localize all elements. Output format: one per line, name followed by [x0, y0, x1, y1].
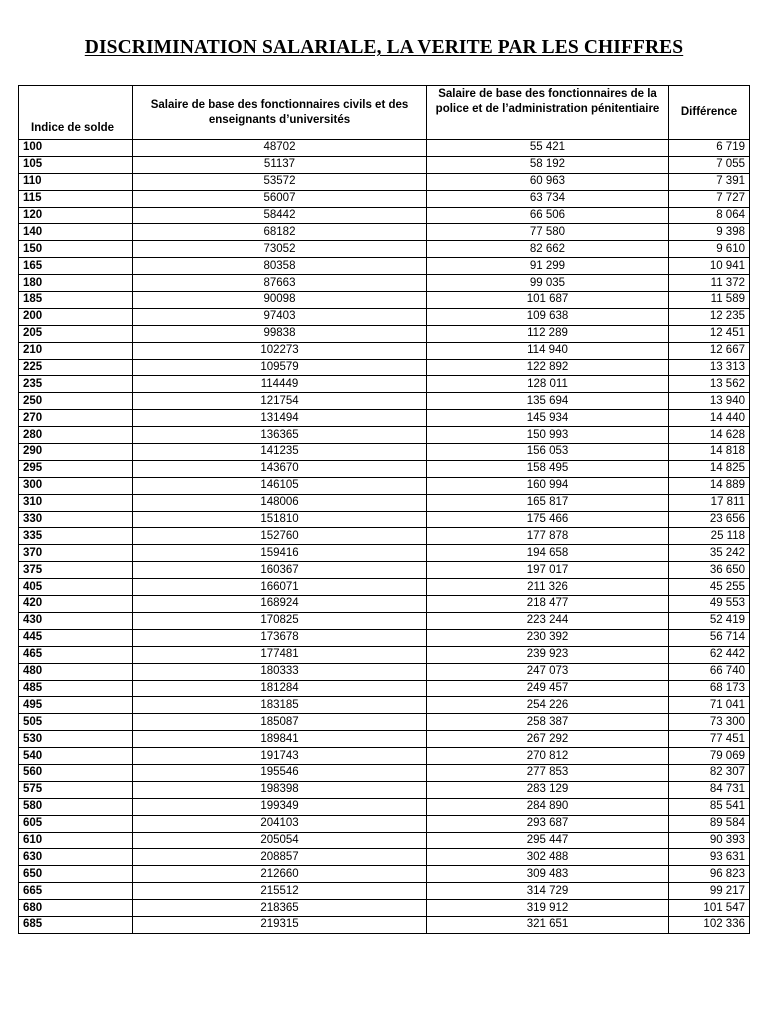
- cell-civil-salary: 204103: [133, 815, 427, 832]
- cell-difference: 11 372: [669, 275, 750, 292]
- cell-indice: 270: [19, 410, 133, 427]
- cell-police-salary: 321 651: [427, 916, 669, 933]
- cell-indice: 250: [19, 393, 133, 410]
- cell-indice: 495: [19, 697, 133, 714]
- cell-indice: 370: [19, 545, 133, 562]
- cell-civil-salary: 177481: [133, 646, 427, 663]
- cell-indice: 420: [19, 596, 133, 613]
- cell-difference: 12 235: [669, 308, 750, 325]
- cell-indice: 115: [19, 190, 133, 207]
- cell-civil-salary: 114449: [133, 376, 427, 393]
- cell-police-salary: 239 923: [427, 646, 669, 663]
- header-difference: Différence: [669, 86, 750, 140]
- cell-difference: 77 451: [669, 731, 750, 748]
- cell-police-salary: 314 729: [427, 883, 669, 900]
- cell-indice: 485: [19, 680, 133, 697]
- cell-indice: 430: [19, 612, 133, 629]
- table-row: [19, 697, 750, 714]
- table-row: [19, 410, 750, 427]
- cell-difference: 8 064: [669, 207, 750, 224]
- cell-indice: 295: [19, 460, 133, 477]
- header-indice: Indice de solde: [19, 86, 133, 140]
- cell-police-salary: 197 017: [427, 562, 669, 579]
- cell-police-salary: 77 580: [427, 224, 669, 241]
- cell-indice: 150: [19, 241, 133, 258]
- table-row: [19, 393, 750, 410]
- cell-civil-salary: 173678: [133, 629, 427, 646]
- cell-indice: 280: [19, 427, 133, 444]
- table-row: [19, 308, 750, 325]
- cell-police-salary: 99 035: [427, 275, 669, 292]
- cell-police-salary: 218 477: [427, 596, 669, 613]
- cell-indice: 375: [19, 562, 133, 579]
- cell-police-salary: 82 662: [427, 241, 669, 258]
- cell-difference: 84 731: [669, 781, 750, 798]
- cell-civil-salary: 73052: [133, 241, 427, 258]
- cell-difference: 17 811: [669, 494, 750, 511]
- cell-civil-salary: 212660: [133, 866, 427, 883]
- cell-civil-salary: 90098: [133, 292, 427, 309]
- cell-police-salary: 247 073: [427, 663, 669, 680]
- cell-difference: 12 667: [669, 342, 750, 359]
- cell-civil-salary: 215512: [133, 883, 427, 900]
- table-row: [19, 427, 750, 444]
- cell-indice: 330: [19, 511, 133, 528]
- cell-civil-salary: 131494: [133, 410, 427, 427]
- cell-difference: 7 727: [669, 190, 750, 207]
- cell-indice: 185: [19, 292, 133, 309]
- table-row: [19, 764, 750, 781]
- cell-civil-salary: 218365: [133, 900, 427, 917]
- cell-difference: 99 217: [669, 883, 750, 900]
- page-title: DISCRIMINATION SALARIALE, LA VERITE PAR LES CHIFFRES: [84, 37, 684, 59]
- cell-indice: 335: [19, 528, 133, 545]
- cell-civil-salary: 180333: [133, 663, 427, 680]
- table-row: [19, 629, 750, 646]
- cell-difference: 101 547: [669, 900, 750, 917]
- cell-police-salary: 55 421: [427, 140, 669, 157]
- cell-difference: 35 242: [669, 545, 750, 562]
- cell-civil-salary: 58442: [133, 207, 427, 224]
- cell-indice: 580: [19, 798, 133, 815]
- cell-civil-salary: 152760: [133, 528, 427, 545]
- table-row: [19, 325, 750, 342]
- cell-civil-salary: 68182: [133, 224, 427, 241]
- cell-civil-salary: 168924: [133, 596, 427, 613]
- cell-indice: 680: [19, 900, 133, 917]
- cell-difference: 7 391: [669, 173, 750, 190]
- table-row: [19, 477, 750, 494]
- cell-police-salary: 156 053: [427, 444, 669, 461]
- table-row: [19, 596, 750, 613]
- cell-civil-salary: 166071: [133, 579, 427, 596]
- cell-civil-salary: 121754: [133, 393, 427, 410]
- table-row: [19, 866, 750, 883]
- table-header: [19, 86, 750, 140]
- cell-police-salary: 135 694: [427, 393, 669, 410]
- table-row: [19, 342, 750, 359]
- table-row: [19, 832, 750, 849]
- cell-indice: 685: [19, 916, 133, 933]
- cell-difference: 23 656: [669, 511, 750, 528]
- cell-civil-salary: 185087: [133, 714, 427, 731]
- table-row: [19, 849, 750, 866]
- cell-civil-salary: 195546: [133, 764, 427, 781]
- cell-indice: 505: [19, 714, 133, 731]
- table-row: [19, 680, 750, 697]
- cell-indice: 575: [19, 781, 133, 798]
- table-body: [19, 140, 750, 934]
- table-row: [19, 562, 750, 579]
- cell-indice: 100: [19, 140, 133, 157]
- cell-civil-salary: 151810: [133, 511, 427, 528]
- cell-indice: 605: [19, 815, 133, 832]
- table-row: [19, 883, 750, 900]
- table-row: [19, 579, 750, 596]
- table-row: [19, 275, 750, 292]
- cell-indice: 225: [19, 359, 133, 376]
- cell-indice: 205: [19, 325, 133, 342]
- cell-police-salary: 165 817: [427, 494, 669, 511]
- cell-difference: 89 584: [669, 815, 750, 832]
- cell-police-salary: 254 226: [427, 697, 669, 714]
- cell-indice: 290: [19, 444, 133, 461]
- cell-difference: 71 041: [669, 697, 750, 714]
- cell-civil-salary: 141235: [133, 444, 427, 461]
- cell-indice: 405: [19, 579, 133, 596]
- cell-difference: 25 118: [669, 528, 750, 545]
- cell-civil-salary: 181284: [133, 680, 427, 697]
- cell-police-salary: 58 192: [427, 156, 669, 173]
- cell-police-salary: 122 892: [427, 359, 669, 376]
- cell-indice: 120: [19, 207, 133, 224]
- table-row: [19, 731, 750, 748]
- table-row: [19, 646, 750, 663]
- cell-indice: 530: [19, 731, 133, 748]
- table-row: [19, 612, 750, 629]
- cell-civil-salary: 56007: [133, 190, 427, 207]
- table-row: [19, 494, 750, 511]
- cell-difference: 14 628: [669, 427, 750, 444]
- cell-difference: 11 589: [669, 292, 750, 309]
- cell-civil-salary: 136365: [133, 427, 427, 444]
- cell-police-salary: 211 326: [427, 579, 669, 596]
- cell-police-salary: 230 392: [427, 629, 669, 646]
- cell-civil-salary: 80358: [133, 258, 427, 275]
- cell-civil-salary: 148006: [133, 494, 427, 511]
- table-row: [19, 292, 750, 309]
- cell-police-salary: 302 488: [427, 849, 669, 866]
- cell-indice: 310: [19, 494, 133, 511]
- cell-civil-salary: 99838: [133, 325, 427, 342]
- table-row: [19, 916, 750, 933]
- cell-indice: 540: [19, 748, 133, 765]
- cell-difference: 68 173: [669, 680, 750, 697]
- cell-indice: 300: [19, 477, 133, 494]
- cell-indice: 610: [19, 832, 133, 849]
- cell-police-salary: 223 244: [427, 612, 669, 629]
- cell-difference: 9 398: [669, 224, 750, 241]
- cell-police-salary: 194 658: [427, 545, 669, 562]
- cell-civil-salary: 146105: [133, 477, 427, 494]
- cell-civil-salary: 170825: [133, 612, 427, 629]
- table-row: [19, 258, 750, 275]
- table-row: [19, 545, 750, 562]
- cell-police-salary: 267 292: [427, 731, 669, 748]
- cell-civil-salary: 191743: [133, 748, 427, 765]
- table-row: [19, 140, 750, 157]
- cell-difference: 45 255: [669, 579, 750, 596]
- table-row: [19, 173, 750, 190]
- header-row: [19, 86, 750, 140]
- cell-difference: 96 823: [669, 866, 750, 883]
- cell-difference: 52 419: [669, 612, 750, 629]
- cell-police-salary: 63 734: [427, 190, 669, 207]
- table-row: [19, 444, 750, 461]
- cell-police-salary: 109 638: [427, 308, 669, 325]
- cell-difference: 93 631: [669, 849, 750, 866]
- table-row: [19, 190, 750, 207]
- cell-police-salary: 112 289: [427, 325, 669, 342]
- cell-difference: 7 055: [669, 156, 750, 173]
- table-row: [19, 511, 750, 528]
- cell-civil-salary: 109579: [133, 359, 427, 376]
- cell-difference: 102 336: [669, 916, 750, 933]
- cell-police-salary: 277 853: [427, 764, 669, 781]
- cell-police-salary: 91 299: [427, 258, 669, 275]
- cell-police-salary: 175 466: [427, 511, 669, 528]
- table-row: [19, 156, 750, 173]
- cell-indice: 140: [19, 224, 133, 241]
- cell-difference: 14 825: [669, 460, 750, 477]
- cell-civil-salary: 219315: [133, 916, 427, 933]
- cell-difference: 13 940: [669, 393, 750, 410]
- cell-civil-salary: 208857: [133, 849, 427, 866]
- cell-police-salary: 284 890: [427, 798, 669, 815]
- header-civil-salary: Salaire de base des fonctionnaires civils et des enseignants d’universités: [133, 86, 427, 140]
- cell-police-salary: 249 457: [427, 680, 669, 697]
- cell-indice: 560: [19, 764, 133, 781]
- cell-police-salary: 319 912: [427, 900, 669, 917]
- cell-indice: 165: [19, 258, 133, 275]
- table-row: [19, 460, 750, 477]
- cell-difference: 14 818: [669, 444, 750, 461]
- table-row: [19, 798, 750, 815]
- cell-indice: 665: [19, 883, 133, 900]
- cell-police-salary: 309 483: [427, 866, 669, 883]
- cell-police-salary: 60 963: [427, 173, 669, 190]
- cell-police-salary: 283 129: [427, 781, 669, 798]
- cell-police-salary: 145 934: [427, 410, 669, 427]
- cell-difference: 14 889: [669, 477, 750, 494]
- table-row: [19, 900, 750, 917]
- cell-civil-salary: 87663: [133, 275, 427, 292]
- cell-police-salary: 66 506: [427, 207, 669, 224]
- cell-civil-salary: 160367: [133, 562, 427, 579]
- table-row: [19, 528, 750, 545]
- cell-police-salary: 293 687: [427, 815, 669, 832]
- table-row: [19, 241, 750, 258]
- cell-civil-salary: 48702: [133, 140, 427, 157]
- table-row: [19, 376, 750, 393]
- cell-difference: 56 714: [669, 629, 750, 646]
- cell-indice: 105: [19, 156, 133, 173]
- cell-civil-salary: 143670: [133, 460, 427, 477]
- cell-police-salary: 160 994: [427, 477, 669, 494]
- cell-difference: 10 941: [669, 258, 750, 275]
- cell-difference: 73 300: [669, 714, 750, 731]
- cell-indice: 210: [19, 342, 133, 359]
- cell-difference: 36 650: [669, 562, 750, 579]
- cell-police-salary: 114 940: [427, 342, 669, 359]
- cell-police-salary: 158 495: [427, 460, 669, 477]
- cell-indice: 445: [19, 629, 133, 646]
- cell-indice: 480: [19, 663, 133, 680]
- table-row: [19, 714, 750, 731]
- cell-indice: 650: [19, 866, 133, 883]
- table-row: [19, 748, 750, 765]
- cell-civil-salary: 183185: [133, 697, 427, 714]
- table-row: [19, 815, 750, 832]
- cell-police-salary: 177 878: [427, 528, 669, 545]
- cell-civil-salary: 159416: [133, 545, 427, 562]
- cell-difference: 90 393: [669, 832, 750, 849]
- table-row: [19, 781, 750, 798]
- cell-police-salary: 258 387: [427, 714, 669, 731]
- cell-civil-salary: 205054: [133, 832, 427, 849]
- cell-difference: 49 553: [669, 596, 750, 613]
- header-police-salary: Salaire de base des fonctionnaires de la police et de l’administration pénitentiaire: [427, 86, 669, 140]
- cell-difference: 85 541: [669, 798, 750, 815]
- cell-difference: 66 740: [669, 663, 750, 680]
- cell-difference: 82 307: [669, 764, 750, 781]
- cell-civil-salary: 198398: [133, 781, 427, 798]
- cell-difference: 13 313: [669, 359, 750, 376]
- cell-civil-salary: 199349: [133, 798, 427, 815]
- cell-civil-salary: 97403: [133, 308, 427, 325]
- cell-indice: 200: [19, 308, 133, 325]
- table-row: [19, 224, 750, 241]
- cell-police-salary: 270 812: [427, 748, 669, 765]
- table-row: [19, 207, 750, 224]
- cell-difference: 13 562: [669, 376, 750, 393]
- cell-police-salary: 295 447: [427, 832, 669, 849]
- cell-indice: 110: [19, 173, 133, 190]
- cell-civil-salary: 189841: [133, 731, 427, 748]
- cell-police-salary: 128 011: [427, 376, 669, 393]
- cell-indice: 180: [19, 275, 133, 292]
- salary-table: [18, 85, 750, 934]
- cell-civil-salary: 102273: [133, 342, 427, 359]
- cell-indice: 630: [19, 849, 133, 866]
- cell-indice: 235: [19, 376, 133, 393]
- table-row: [19, 359, 750, 376]
- cell-difference: 12 451: [669, 325, 750, 342]
- cell-difference: 79 069: [669, 748, 750, 765]
- cell-difference: 14 440: [669, 410, 750, 427]
- cell-civil-salary: 53572: [133, 173, 427, 190]
- cell-police-salary: 150 993: [427, 427, 669, 444]
- cell-difference: 6 719: [669, 140, 750, 157]
- cell-indice: 465: [19, 646, 133, 663]
- table-row: [19, 663, 750, 680]
- cell-difference: 9 610: [669, 241, 750, 258]
- cell-civil-salary: 51137: [133, 156, 427, 173]
- cell-police-salary: 101 687: [427, 292, 669, 309]
- cell-difference: 62 442: [669, 646, 750, 663]
